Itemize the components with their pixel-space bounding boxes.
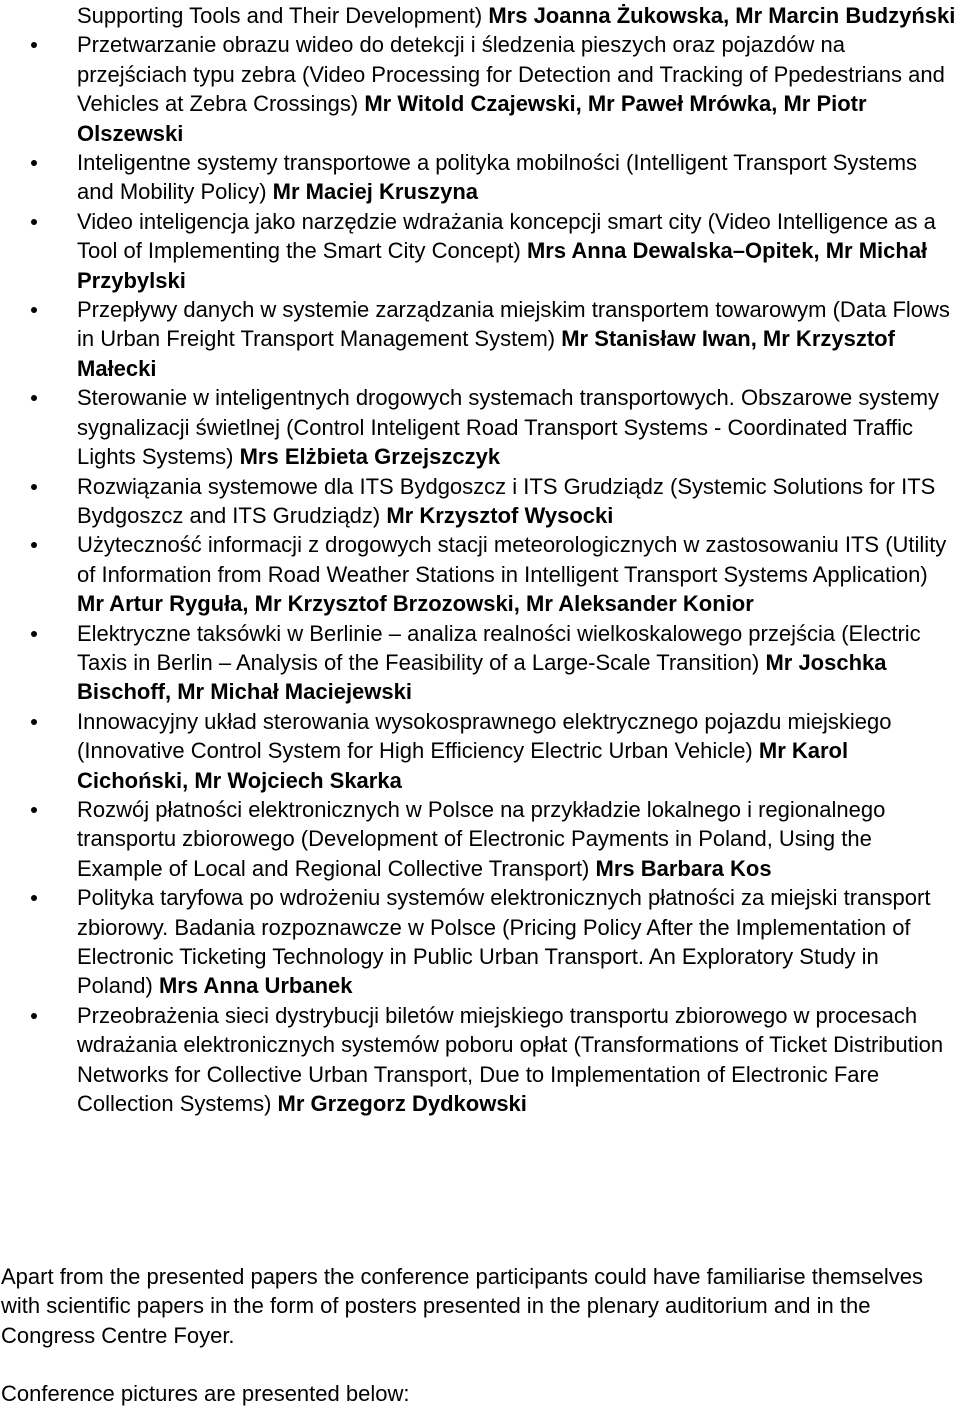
paper-authors: Mrs Barbara Kos (595, 855, 772, 881)
list-item (0, 472, 957, 531)
list-item (0, 619, 957, 707)
paper-title: Przeobrażenia sieci dystrybucji biletów miejskiego transportu zbiorowego w procesach wdrażania elektronicznych systemów poboru opłat (Transformations of Ticket Distribution Networks for Collective Urban Transport, Due to Implementation of Electronic Fare Collection Systems) (77, 1002, 944, 1117)
paper-authors: Mr Artur Ryguła, Mr Krzysztof Brzozowski, Mr Aleksander Konior (77, 591, 754, 617)
list-item (0, 207, 957, 295)
bullet-icon (31, 807, 37, 813)
paper-authors: Mr Grzegorz Dydkowski (277, 1091, 527, 1117)
paper-title: Video inteligencja jako narzędzie wdrażania koncepcji smart city (Video Intelligence as a Tool of Implementing the Smart City Concept) (77, 208, 936, 264)
list-item (0, 795, 957, 883)
pictures-paragraph: Conference pictures are presented below: (1, 1381, 410, 1406)
bullet-icon (31, 395, 37, 401)
bullet-icon (31, 719, 37, 725)
paper-title: Polityka taryfowa po wdrożeniu systemów elektronicznych płatności za miejski transport zbiorowy. Badania rozpoznawcze w Polsce (Pricing Policy After the Implementation of Electronic Ticketing Technology in Public Urban Transport. An Exploratory Study in Poland) (77, 885, 931, 999)
paper-authors: Mr Stanisław Iwan, Mr Krzysztof Małecki (77, 326, 895, 381)
bullet-icon (31, 484, 37, 490)
list-item (0, 383, 957, 471)
paper-list (0, 1, 960, 1118)
paper-title: Elektryczne taksówki w Berlinie – analiza realności wielkoskalowego przejścia (Electric Taxis in Berlin – Analysis of the Feasibility of a Large-Scale Transition) (77, 620, 921, 675)
list-item (0, 883, 957, 1001)
list-item-continuation (0, 1, 957, 30)
bullet-icon (31, 219, 37, 225)
list-item (0, 1001, 957, 1119)
paper-title: Sterowanie w inteligentnych drogowych systemach transportowych. Obszarowe systemy sygnalizacji świetlnej (Control Inteligent Road Transport Systems - Coordinated Traffic Lights Systems) (77, 385, 940, 470)
bullet-icon (31, 42, 37, 48)
bullet-icon (31, 631, 37, 637)
bullet-icon (31, 1013, 37, 1019)
paper-authors: Mr Maciej Kruszyna (272, 179, 479, 205)
paper-authors: Mrs Anna Dewalska–Opitek, Mr Michał Przybylski (77, 238, 928, 293)
paper-title: Inteligentne systemy transportowe a polityka mobilności (Intelligent Transport Systems and Mobility Policy) (77, 150, 918, 205)
paper-authors: Mrs Joanna Żukowska, Mr Marcin Budzyński (488, 3, 956, 28)
list-item (0, 295, 957, 383)
paper-title: Supporting Tools and Their Development) (77, 3, 489, 28)
bullet-icon (31, 160, 37, 166)
paper-title: Rozwój płatności elektronicznych w Polsce na przykładzie lokalnego i regionalnego transportu zbiorowego (Development of Electronic Payments in Poland, Using the Example of Local and Regional Collective Transport) (77, 796, 886, 881)
paper-authors: Mrs Anna Urbanek (158, 973, 353, 999)
paper-title: Przetwarzanie obrazu wideo do detekcji i śledzenia pieszych oraz pojazdów na przejściach typu zebra (Video Processing for Detection and Tracking of Ppedestrians and Vehicles at Zebra Crossings) (77, 32, 945, 117)
list-item (0, 530, 957, 618)
bullet-icon (31, 895, 37, 901)
paper-title: Przepływy danych w systemie zarządzania miejskim transportem towarowym (Data Flows in Urban Freight Transport Management System) (77, 297, 950, 352)
paper-title: Rozwiązania systemowe dla ITS Bydgoszcz i ITS Grudziądz (Systemic Solutions for ITS Bydgoszcz and ITS Grudziądz) (77, 473, 936, 528)
paper-authors: Mr Karol Cichoński, Mr Wojciech Skarka (77, 738, 849, 793)
paper-authors: Mrs Elżbieta Grzejszczyk (239, 444, 501, 470)
list-item (0, 30, 957, 148)
posters-paragraph: Apart from the presented papers the conference participants could have familiarise themselves with scientific papers in the form of posters presented in the plenary auditorium and in the Congress Centre Foyer. (1, 1264, 924, 1348)
bullet-icon (31, 307, 37, 313)
paper-title: Użyteczność informacji z drogowych stacji meteorologicznych w zastosowaniu ITS (Utility of Information from Road Weather Stations in Intelligent Transport Systems Application) (77, 532, 947, 587)
paper-authors: Mr Joschka Bischoff, Mr Michał Maciejewski (77, 649, 887, 705)
bullet-icon (31, 542, 37, 548)
list-item (0, 707, 957, 795)
paper-title: Innowacyjny układ sterowania wysokosprawnego elektrycznego pojazdu miejskiego (Innovative Control System for High Efficiency Electric Urban Vehicle) (77, 708, 892, 764)
paper-authors: Mr Krzysztof Wysocki (386, 502, 614, 528)
paper-authors: Mr Witold Czajewski, Mr Paweł Mrówka, Mr Piotr Olszewski (77, 91, 867, 146)
list-item (0, 148, 957, 207)
